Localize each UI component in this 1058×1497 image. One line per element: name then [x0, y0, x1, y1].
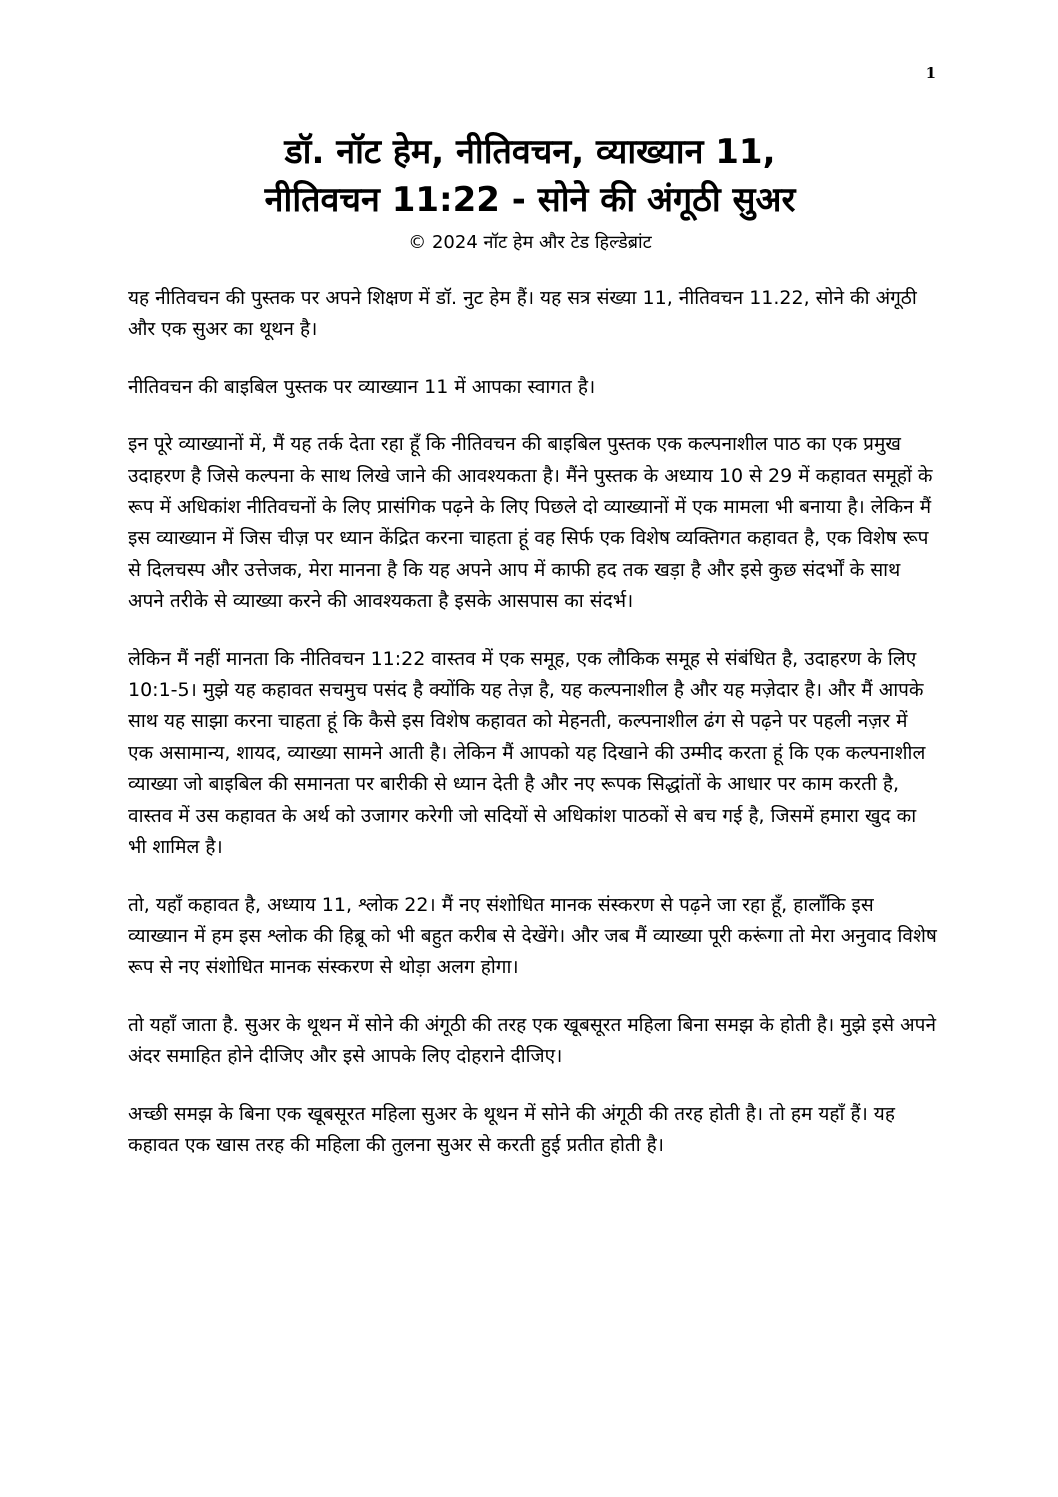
- document-body: [128, 283, 938, 1187]
- paragraph-verse-reading: तो यहाँ जाता है. सुअर के थूथन में सोने की अंगूठी की तरह एक खूबसूरत महिला बिना समझ के होती है। मुझे इसे अपने अंदर समाहित होने दीजिए और इसे आपके लिए दोहराने दीजिए।: [128, 1013, 937, 1068]
- paragraph-intro: यह नीतिवचन की पुस्तक पर अपने शिक्षण में डॉ. नुट हेम हैं। यह सत्र संख्या 11, नीतिवचन 11.22, सोने की अंगूठी और एक सुअर का थूथन है।: [128, 287, 917, 341]
- title-line-1: डॉ. नॉट हेम, नीतिवचन, व्याख्यान 11,: [284, 132, 776, 172]
- paragraph-imaginative-reading: इन पूरे व्याख्यानों में, मैं यह तर्क देता रहा हूँ कि नीतिवचन की बाइबिल पुस्तक एक कल्पनाशील पाठ का एक प्रमुख उदाहरण है जिसे कल्पना के साथ लिखे जाने की आवश्यकता है। मैंने पुस्तक के अध्याय 10 से 29 में कहावत समूहों के रूप में अधिकांश नीतिवचनों के लिए प्रासंगिक पढ़ने के लिए पिछले दो व्याख्यानों में एक मामला भी बनाया है। लेकिन मैं इस व्याख्यान में जिस चीज़ पर ध्यान केंद्रित करना चाहता हूं वह सिर्फ एक विशेष व्यक्तिगत कहावत है, एक विशेष रूप से दिलचस्प और उत्तेजक, मेरा मानना है कि यह अपने आप में काफी हद तक खड़ा है और इसे कुछ संदर्भों के साथ अपने तरीके से व्याख्या करने की आवश्यकता है इसके आसपास का संदर्भ।: [128, 433, 933, 613]
- document-title: [100, 128, 960, 224]
- title-line-2: नीतिवचन 11:22 - सोने की अंगूठी सुअर: [264, 180, 796, 220]
- copyright-line: © 2024 नॉट हेम और टेड हिल्डेब्रांट: [408, 232, 652, 253]
- paragraph-verse-repeat: अच्छी समझ के बिना एक खूबसूरत महिला सुअर के थूथन में सोने की अंगूठी की तरह होती है। तो हम यहाँ हैं। यह कहावत एक खास तरह की महिला की तुलना सुअर से करती हुई प्रतीत होती है।: [128, 1102, 895, 1156]
- page-number: 1: [925, 64, 936, 82]
- paragraph-proverb-context: लेकिन मैं नहीं मानता कि नीतिवचन 11:22 वास्तव में एक समूह, एक लौकिक समूह से संबंधित है, उदाहरण के लिए 10:1-5। मुझे यह कहावत सचमुच पसंद है क्योंकि यह तेज़ है, यह कल्पनाशील है और यह मज़ेदार है। और मैं आपके साथ यह साझा करना चाहता हूं कि कैसे इस विशेष कहावत को मेहनती, कल्पनाशील ढंग से पढ़ने पर पहली नज़र में एक असामान्य, शायद, व्याख्या सामने आती है। लेकिन मैं आपको यह दिखाने की उम्मीद करता हूं कि एक कल्पनाशील व्याख्या जो बाइबिल की समानता पर बारीकी से ध्यान देती है और नए रूपक सिद्धांतों के आधार पर काम करती है, वास्तव में उस कहावत के अर्थ को उजागर करेगी जो सदियों से अधिकांश पाठकों से बच गई है, जिसमें हमारा खुद का भी शामिल है।: [128, 647, 926, 859]
- paragraph-welcome: नीतिवचन की बाइबिल पुस्तक पर व्याख्यान 11 में आपका स्वागत है।: [128, 375, 596, 398]
- paragraph-verse-reference: तो, यहाँ कहावत है, अध्याय 11, श्लोक 22। मैं नए संशोधित मानक संस्करण से पढ़ने जा रहा हूँ, हालाँकि इस व्याख्यान में हम इस श्लोक की हिब्रू को भी बहुत करीब से देखेंगे। और जब मैं व्याख्या पूरी करूंगा तो मेरा अनुवाद विशेष रूप से नए संशोधित मानक संस्करण से थोड़ा अलग होगा।: [128, 893, 937, 979]
